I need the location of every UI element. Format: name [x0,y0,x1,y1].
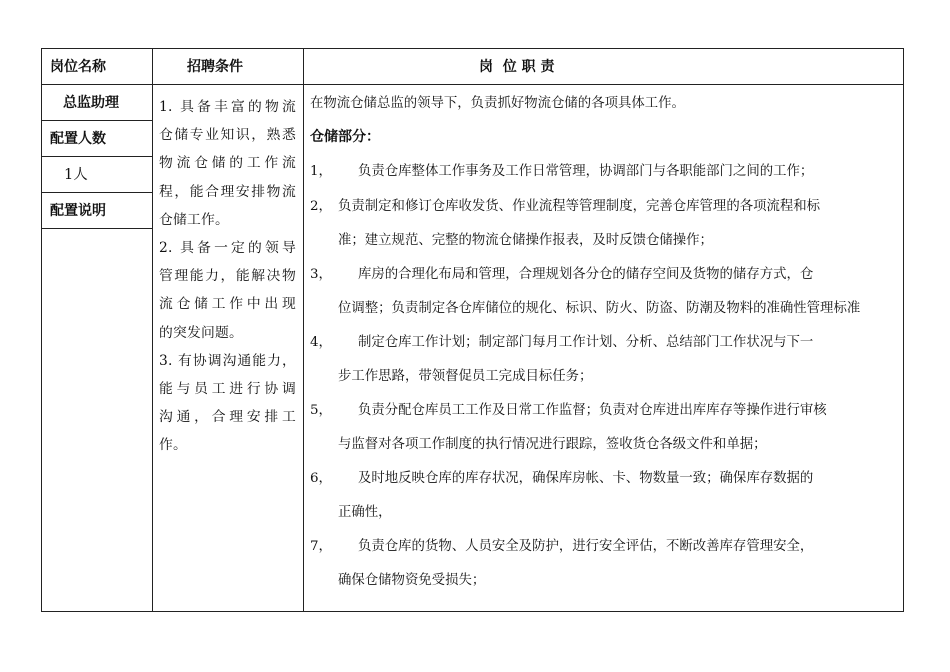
requirements-line: 物流仓储的工作流 [159,155,296,172]
row-divider [42,156,152,157]
job-table [41,48,904,612]
duty-number: 4， [310,335,332,350]
requirements-text [159,93,296,460]
duty-number: 5， [310,403,332,418]
headcount-label: 配置人数 [50,131,106,147]
duty-line: 负责仓库的货物、人员安全及防护，进行安全评估，不断改善库存管理安全， [358,539,814,554]
headcount-value: 1人 [64,167,88,183]
requirements-line: 3. 有协调沟通能力， [159,352,296,369]
duty-line: 负责仓库整体工作事务及工作日常管理，协调部门与各职能部门之间的工作； [358,164,814,179]
requirements-line: 能与员工进行协调 [159,381,296,398]
duty-line: 负责分配仓库员工工作及日常工作监督；负责对仓库进出库库存等操作进行审核 [358,403,827,418]
requirements-line: 1. 具备丰富的物流 [159,99,296,115]
requirements-line: 管理能力，能解决物 [159,268,296,285]
row-divider [42,120,152,121]
header-position-name: 岗位名称 [50,59,106,75]
header-requirements: 招聘条件 [187,59,243,75]
duty-line: 准；建立规范、完整的物流仓储操作报表，及时反馈仓储操作； [338,233,713,248]
row-divider [42,192,152,193]
header-divider [42,84,903,85]
requirements-line: 2. 具备一定的领导 [159,240,296,257]
duties-intro: 在物流仓储总监的领导下，负责抓好物流仓储的各项具体工作。 [310,96,685,111]
requirements-line: 的突发问题。 [159,324,243,341]
requirements-line: 沟通，合理安排工 [159,409,296,426]
duty-line: 库房的合理化布局和管理，合理规划各分仓的储存空间及货物的储存方式，仓 [358,267,814,282]
duty-line: 正确性， [338,505,392,520]
duty-line: 与监督对各项工作制度的执行情况进行跟踪，签收货仓各级文件和单据； [338,437,767,452]
requirements-line: 仓储专业知识，熟悉 [159,127,296,144]
duty-line: 负责制定和修订仓库收发货、作业流程等管理制度，完善仓库管理的各项流程和标 [338,199,821,214]
column-divider [303,49,304,611]
duty-number: 1， [310,164,332,179]
duty-number: 7， [310,539,332,554]
column-divider [152,49,153,611]
duty-number: 6， [310,471,332,486]
position-value: 总监助理 [63,95,119,111]
duty-line: 及时地反映仓库的库存状况，确保库房帐、卡、物数量一致；确保库存数据的 [358,471,814,486]
duty-line: 位调整；负责制定各仓库储位的规化、标识、防火、防盗、防潮及物料的准确性管理标准 [338,301,861,316]
duty-line: 步工作思路，带领督促员工完成目标任务； [338,369,593,384]
row-divider [42,228,152,229]
header-duties: 岗 位 职 责 [479,59,555,75]
duty-number: 2， [310,199,332,214]
duty-line: 确保仓储物资免受损失； [338,573,486,588]
duty-number: 3， [310,267,332,282]
requirements-line: 程，能合理安排物流 [159,183,296,200]
notes-label: 配置说明 [50,203,106,219]
requirements-line: 流仓储工作中出现 [159,296,296,313]
duties-section-title: 仓储部分： [310,129,380,145]
duty-line: 制定仓库工作计划；制定部门每月工作计划、分析、总结部门工作状况与下一 [358,335,814,350]
requirements-line: 仓储工作。 [159,211,229,228]
requirements-line: 作。 [159,437,187,454]
